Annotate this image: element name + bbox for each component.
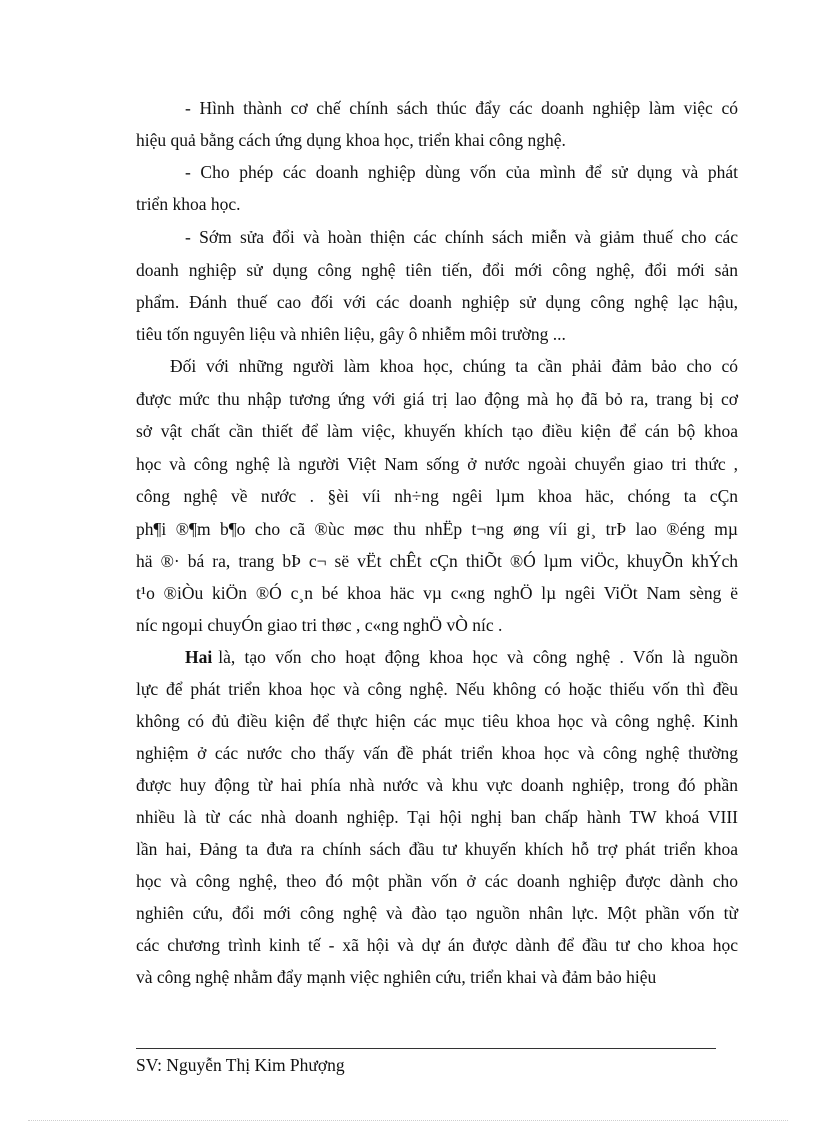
text-line: - Sớm sửa đổi và hoàn thiện các chính sách miễn và giảm thuế cho các [185, 227, 738, 247]
text-line: và công nghệ nhằm đẩy mạnh việc nghiên cứu, triển khai và đảm bảo hiệu [136, 967, 657, 987]
text-line: được huy động từ hai phía nhà nước và khu vực doanh nghiệp, trong đó phần [136, 775, 738, 795]
footer-rule [136, 1048, 716, 1049]
text-line: phẩm. Đánh thuế cao đối với các doanh nghiệp sử dụng công nghệ lạc hậu, [136, 292, 738, 312]
text-line: nghiên cứu, đổi mới công nghệ và đào tạo nguồn nhân lực. Một phần vốn từ [136, 903, 738, 923]
text-line: học và công nghệ là người Việt Nam sống ở nước ngoài chuyển giao tri thức , [136, 454, 738, 474]
text-line: lần hai, Đảng ta đưa ra chính sách đầu tư khuyến khích hỗ trợ phát triển khoa [136, 839, 738, 859]
text-line: níc ngoµi chuyÓn giao tri thøc , c«ng nghÖ vÒ níc . [136, 615, 503, 635]
text-line: lực để phát triển khoa học và công nghệ. Nếu không có hoặc thiếu vốn thì đều [136, 679, 738, 699]
text-line: nhiều là từ các nhà doanh nghiệp. Tại hội nghị ban chấp hành TW khoá VIII [136, 807, 738, 827]
text-line: không có đủ điều kiện để thực hiện các mục tiêu khoa học và công nghệ. Kinh [136, 711, 738, 731]
text-line: học và công nghệ, theo đó một phần vốn ở các doanh nghiệp được dành cho [136, 871, 738, 891]
text-line: hä ®· bá ra, trang bÞ c¬ së vËt chÊt cÇn thiÕt ®Ó lµm viÖc, khuyÕn khÝch [136, 551, 738, 571]
text-line: nghiệm ở các nước cho thấy vấn đề phát triển khoa học và công nghệ thường [136, 743, 738, 763]
text-line: ph¶i ®¶m b¶o cho cã ®ùc møc thu nhËp t¬ng øng víi gi¸ trÞ lao ®éng mµ [136, 519, 738, 539]
text-line: công nghệ về nước . §èi víi nh÷ng ngêi lµm khoa häc, chóng ta cÇn [136, 486, 738, 506]
bold-lead: Hai [185, 647, 213, 667]
text-line: được mức thu nhập tương ứng với giá trị lao động mà họ đã bỏ ra, trang bị cơ [136, 389, 738, 409]
text-line: Đối với những người làm khoa học, chúng ta cần phải đảm bảo cho có [170, 356, 738, 376]
footer-student-name: SV: Nguyễn Thị Kim Phượng [136, 1055, 345, 1075]
page-bottom-dotted-border [28, 1120, 788, 1121]
text-line: tiêu tốn nguyên liệu và nhiên liệu, gây ô nhiễm môi trường ... [136, 324, 566, 344]
text-line: sở vật chất cần thiết để làm việc, khuyến khích tạo điều kiện để cán bộ khoa [136, 421, 738, 441]
text-line: là, tạo vốn cho hoạt động khoa học và công nghệ . Vốn là nguồn [218, 647, 738, 667]
text-line: hiệu quả bằng cách ứng dụng khoa học, triển khai công nghệ. [136, 130, 566, 150]
text-line: - Hình thành cơ chế chính sách thúc đẩy các doanh nghiệp làm việc có [185, 98, 738, 118]
text-line: triển khoa học. [136, 194, 241, 214]
paragraph-lead-line [185, 646, 738, 668]
text-line: các chương trình kinh tế - xã hội và dự án được dành để đầu tư cho khoa học [136, 935, 738, 955]
text-line: - Cho phép các doanh nghiệp dùng vốn của mình để sử dụng và phát [185, 162, 738, 182]
text-line: t¹o ®iÒu kiÖn ®Ó c¸n bé khoa häc vµ c«ng nghÖ lµ ngêi ViÖt Nam sèng ë [136, 583, 738, 603]
text-line: doanh nghiệp sử dụng công nghệ tiên tiến, đổi mới công nghệ, đổi mới sản [136, 260, 738, 280]
